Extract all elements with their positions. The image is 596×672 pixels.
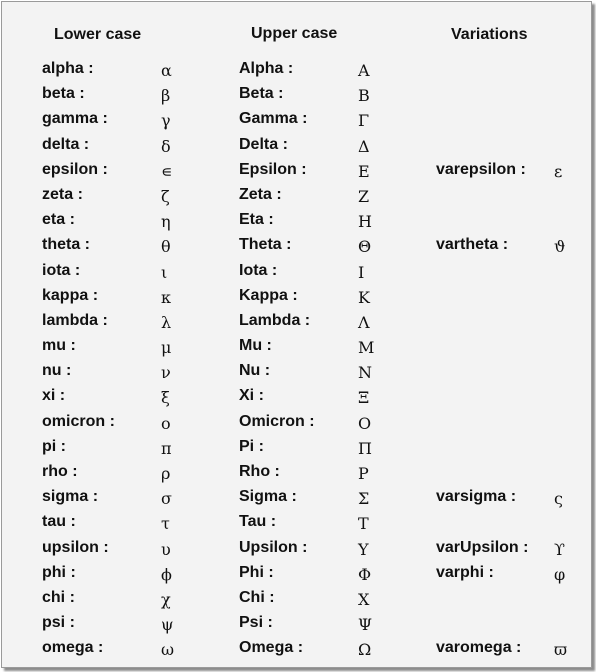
- table-row: [2, 538, 591, 563]
- table-row: [2, 261, 591, 286]
- upper-name: Alpha :: [239, 60, 294, 77]
- lower-symbol: δ: [161, 136, 171, 156]
- upper-symbol: Ζ: [358, 186, 370, 206]
- variation-name: varphi :: [436, 563, 494, 581]
- table-row: [2, 235, 591, 260]
- lower-symbol: ξ: [161, 388, 170, 408]
- upper-name: Upsilon :: [239, 538, 308, 556]
- lower-symbol: ρ: [161, 464, 171, 483]
- lower-symbol: ο: [161, 413, 171, 433]
- upper-name: Omega :: [239, 639, 304, 657]
- lower-name: gamma :: [42, 110, 108, 128]
- lower-name: mu :: [42, 337, 76, 355]
- upper-name: Chi :: [239, 588, 275, 606]
- lower-name: upsilon :: [42, 538, 109, 556]
- upper-name: Kappa :: [239, 286, 298, 304]
- variation-name: varUpsilon :: [436, 538, 529, 556]
- upper-symbol: Η: [358, 212, 372, 232]
- lower-symbol: π: [161, 438, 172, 458]
- upper-symbol: Υ: [358, 539, 369, 559]
- lower-name: xi :: [42, 387, 66, 405]
- upper-name: Omicron :: [239, 412, 315, 430]
- upper-symbol: Φ: [358, 564, 372, 584]
- table-row: [2, 109, 591, 134]
- lower-name: lambda :: [42, 311, 108, 329]
- lower-symbol: η: [161, 212, 171, 232]
- upper-name: Psi :: [239, 614, 273, 632]
- variation-symbol: ϒ: [554, 539, 565, 559]
- upper-name: Sigma :: [239, 488, 297, 506]
- lower-symbol: ν: [161, 363, 171, 383]
- upper-name: Nu :: [239, 362, 271, 380]
- lower-symbol: ϕ: [161, 564, 172, 584]
- lower-symbol: α: [161, 61, 172, 80]
- upper-symbol: Λ: [358, 312, 370, 332]
- table-row: [2, 361, 591, 386]
- variation-symbol: ϖ: [554, 640, 568, 660]
- letter-rows: [2, 59, 591, 664]
- lower-symbol: β: [161, 86, 171, 106]
- table-row: [2, 462, 591, 487]
- variation-name: varsigma :: [436, 488, 517, 506]
- lower-symbol: ψ: [161, 615, 174, 635]
- table-row: [2, 638, 591, 663]
- lower-name: delta :: [42, 135, 90, 153]
- lower-symbol: γ: [161, 111, 171, 131]
- upper-symbol: Κ: [358, 287, 370, 307]
- lower-name: omicron :: [42, 412, 115, 430]
- upper-symbol: Ι: [358, 262, 365, 282]
- table-row: [2, 613, 591, 638]
- upper-symbol: Ψ: [358, 615, 373, 635]
- table-row: [2, 437, 591, 462]
- lower-name: rho :: [42, 463, 78, 480]
- upper-symbol: Χ: [358, 589, 370, 609]
- table-row: [2, 588, 591, 613]
- upper-symbol: Β: [358, 86, 370, 106]
- upper-name: Lambda :: [239, 311, 311, 329]
- table-row: [2, 135, 591, 160]
- upper-name: Xi :: [239, 387, 264, 405]
- lower-symbol: τ: [161, 514, 170, 534]
- upper-name: Beta :: [239, 85, 284, 103]
- lower-name: phi :: [42, 563, 76, 581]
- table-row: [2, 412, 591, 437]
- lower-name: epsilon :: [42, 160, 108, 178]
- upper-name: Theta :: [239, 236, 292, 254]
- upper-name: Gamma :: [239, 110, 308, 128]
- header-variations: Variations: [451, 26, 528, 43]
- upper-symbol: Ο: [358, 413, 372, 433]
- upper-name: Zeta :: [239, 185, 282, 203]
- table-row: [2, 185, 591, 210]
- table-row: [2, 286, 591, 311]
- lower-symbol: μ: [161, 338, 172, 358]
- lower-name: iota :: [42, 261, 81, 279]
- header-upper-case: Upper case: [251, 25, 338, 42]
- lower-symbol: ι: [161, 262, 168, 282]
- upper-name: Rho :: [239, 463, 280, 480]
- table-row: [2, 59, 591, 84]
- upper-name: Pi :: [239, 437, 264, 455]
- upper-name: Epsilon :: [239, 160, 307, 178]
- variation-name: varomega :: [436, 639, 522, 657]
- upper-symbol: Ν: [358, 363, 372, 383]
- lower-symbol: λ: [161, 312, 172, 332]
- table-row: [2, 210, 591, 235]
- lower-name: kappa :: [42, 286, 99, 304]
- lower-symbol: κ: [161, 287, 171, 307]
- upper-name: Tau :: [239, 513, 277, 531]
- table-row: [2, 563, 591, 588]
- table-row: [2, 84, 591, 109]
- lower-name: eta :: [42, 211, 75, 229]
- lower-name: chi :: [42, 588, 75, 606]
- lower-name: alpha :: [42, 60, 94, 77]
- table-row: [2, 386, 591, 411]
- variation-symbol: ς: [554, 489, 563, 509]
- lower-name: sigma :: [42, 488, 99, 506]
- lower-name: psi :: [42, 614, 75, 632]
- lower-name: beta :: [42, 85, 85, 103]
- lower-name: pi :: [42, 437, 66, 455]
- upper-name: Mu :: [239, 337, 272, 355]
- lower-symbol: χ: [161, 589, 171, 609]
- lower-symbol: ω: [161, 640, 175, 660]
- variation-name: vartheta :: [436, 236, 509, 254]
- upper-symbol: Σ: [358, 489, 370, 509]
- lower-name: omega :: [42, 639, 104, 657]
- upper-symbol: Θ: [358, 237, 372, 257]
- upper-name: Iota :: [239, 261, 278, 279]
- upper-symbol: Ω: [358, 640, 372, 660]
- greek-letters-table: [1, 1, 592, 668]
- upper-symbol: Ε: [358, 161, 370, 181]
- lower-name: nu :: [42, 362, 72, 380]
- upper-symbol: Ξ: [358, 388, 370, 408]
- lower-symbol: υ: [161, 539, 171, 559]
- upper-name: Delta :: [239, 135, 288, 153]
- variation-symbol: φ: [554, 564, 566, 584]
- lower-name: theta :: [42, 236, 90, 254]
- lower-name: tau :: [42, 513, 76, 531]
- table-row: [2, 512, 591, 537]
- upper-symbol: Γ: [358, 111, 370, 131]
- header-lower-case: Lower case: [54, 26, 142, 43]
- lower-symbol: ∊: [161, 161, 173, 181]
- upper-symbol: Τ: [358, 514, 369, 534]
- lower-symbol: ζ: [161, 186, 170, 206]
- upper-symbol: Μ: [358, 338, 375, 358]
- lower-symbol: σ: [161, 489, 172, 509]
- table-row: [2, 160, 591, 185]
- upper-name: Phi :: [239, 563, 274, 581]
- table-row: [2, 311, 591, 336]
- lower-name: zeta :: [42, 185, 83, 203]
- lower-symbol: θ: [161, 237, 171, 257]
- upper-symbol: Π: [358, 438, 372, 458]
- table-row: [2, 336, 591, 361]
- table-row: [2, 487, 591, 512]
- upper-symbol: Α: [358, 61, 370, 80]
- variation-symbol: ε: [554, 161, 563, 181]
- upper-symbol: Ρ: [358, 464, 369, 483]
- variation-name: varepsilon :: [436, 160, 526, 178]
- upper-symbol: Δ: [358, 136, 370, 156]
- variation-symbol: ϑ: [554, 237, 566, 257]
- upper-name: Eta :: [239, 211, 274, 229]
